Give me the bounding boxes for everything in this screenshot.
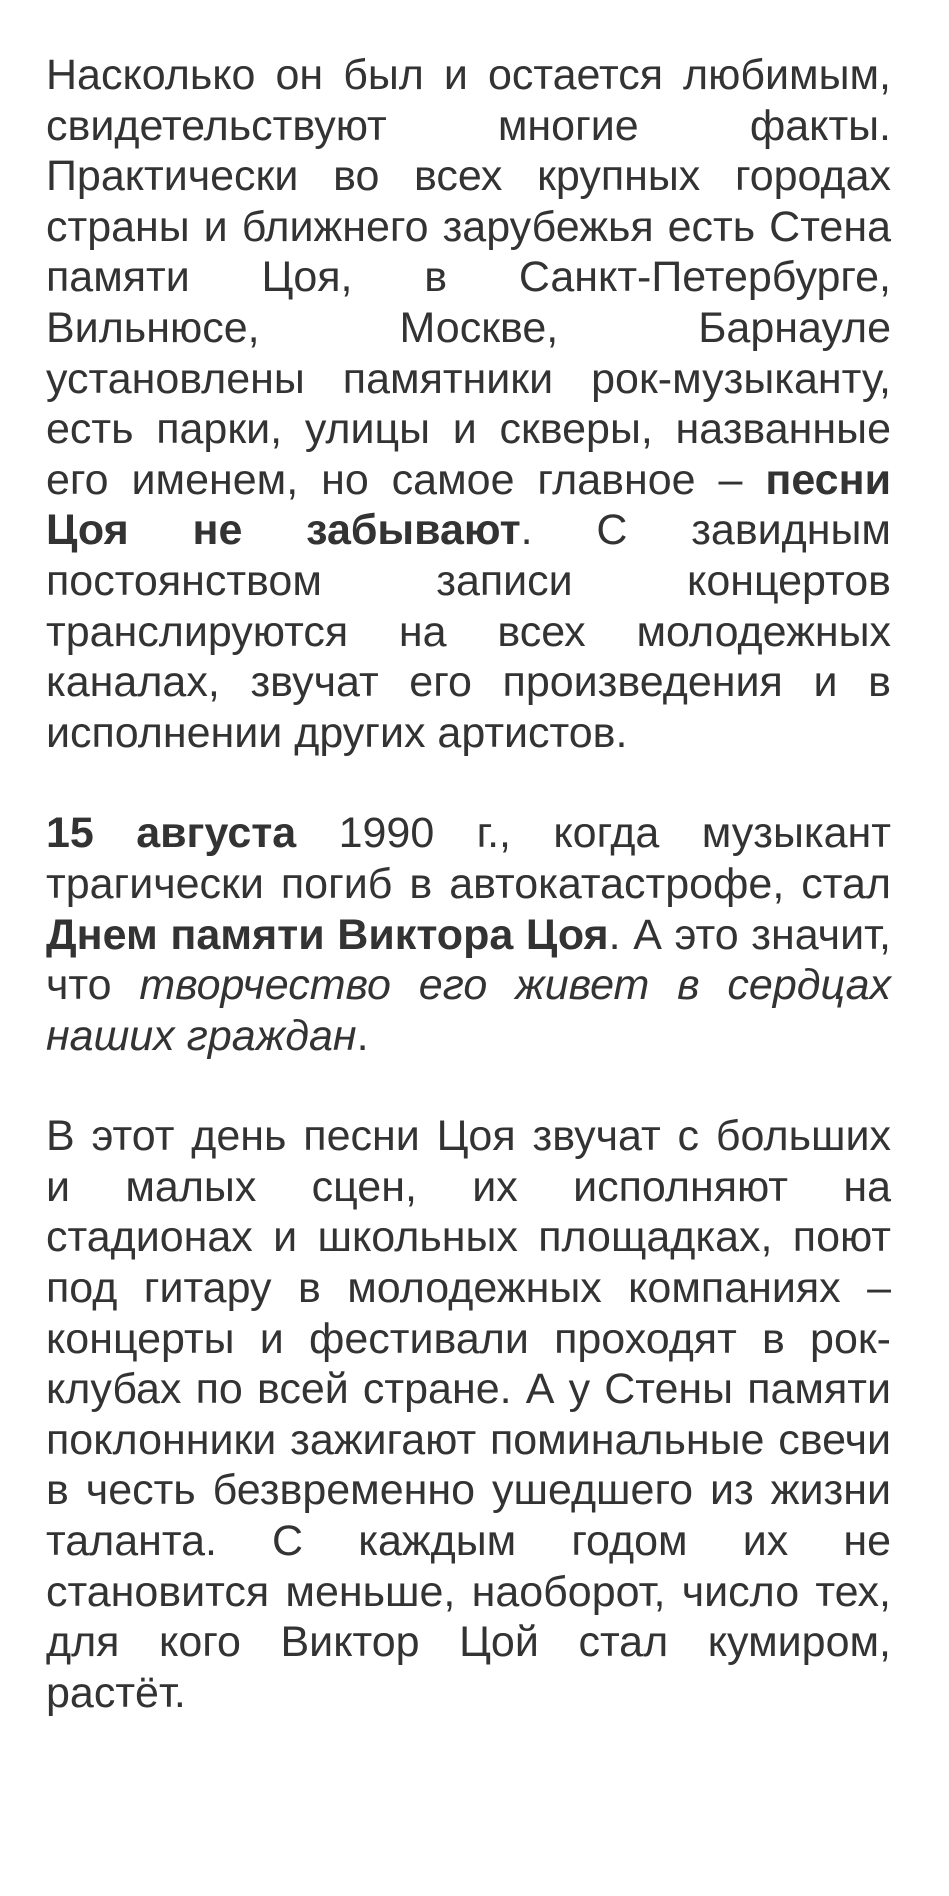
- paragraph-concerts: [46, 1111, 891, 1718]
- paragraph-text: 1990 г., когда музыкант трагически погиб в автокатастрофе, стал: [46, 809, 891, 908]
- bold-date: 15 августа: [46, 809, 297, 858]
- italic-phrase: творчество его живет в сердцах наших граждан: [46, 961, 891, 1060]
- bold-phrase: Днем памяти Виктора Цоя: [46, 910, 609, 959]
- paragraph-monuments: [46, 50, 891, 758]
- paragraph-text: Насколько он был и остается любимым, свидетельствуют многие факты. Практически во всех крупных городах страны и ближнего зарубежья есть Стена памяти Цоя, в Санкт-Петербурге, Вильнюсе, Москве, Барнауле установлены памятники рок-музыканту, есть парки, улицы и скверы, названные его именем, но самое главное –: [46, 51, 891, 504]
- paragraph-text: . А это значит, что: [46, 910, 891, 1010]
- paragraph-text: . С завидным постоянством записи концертов транслируются на всех молодежных каналах, звучат его произведения и в исполнении других артистов.: [46, 506, 891, 757]
- bold-phrase: песни Цоя не забывают: [46, 455, 891, 555]
- paragraph-memorial-day: [46, 808, 891, 1061]
- paragraph-text: В этот день песни Цоя звучат с больших и малых сцен, их исполняют на стадионах и школьных площадках, поют под гитару в молодежных компаниях – концерты и фестивали проходят в рок-клубах по всей стране. А у Стены памяти поклонники зажигают поминальные свечи в честь безвременно ушедшего из жизни таланта. С каждым годом их не становится меньше, наоборот, число тех, для кого Виктор Цой стал кумиром, растёт.: [46, 1112, 891, 1717]
- paragraph-text: .: [356, 1011, 369, 1060]
